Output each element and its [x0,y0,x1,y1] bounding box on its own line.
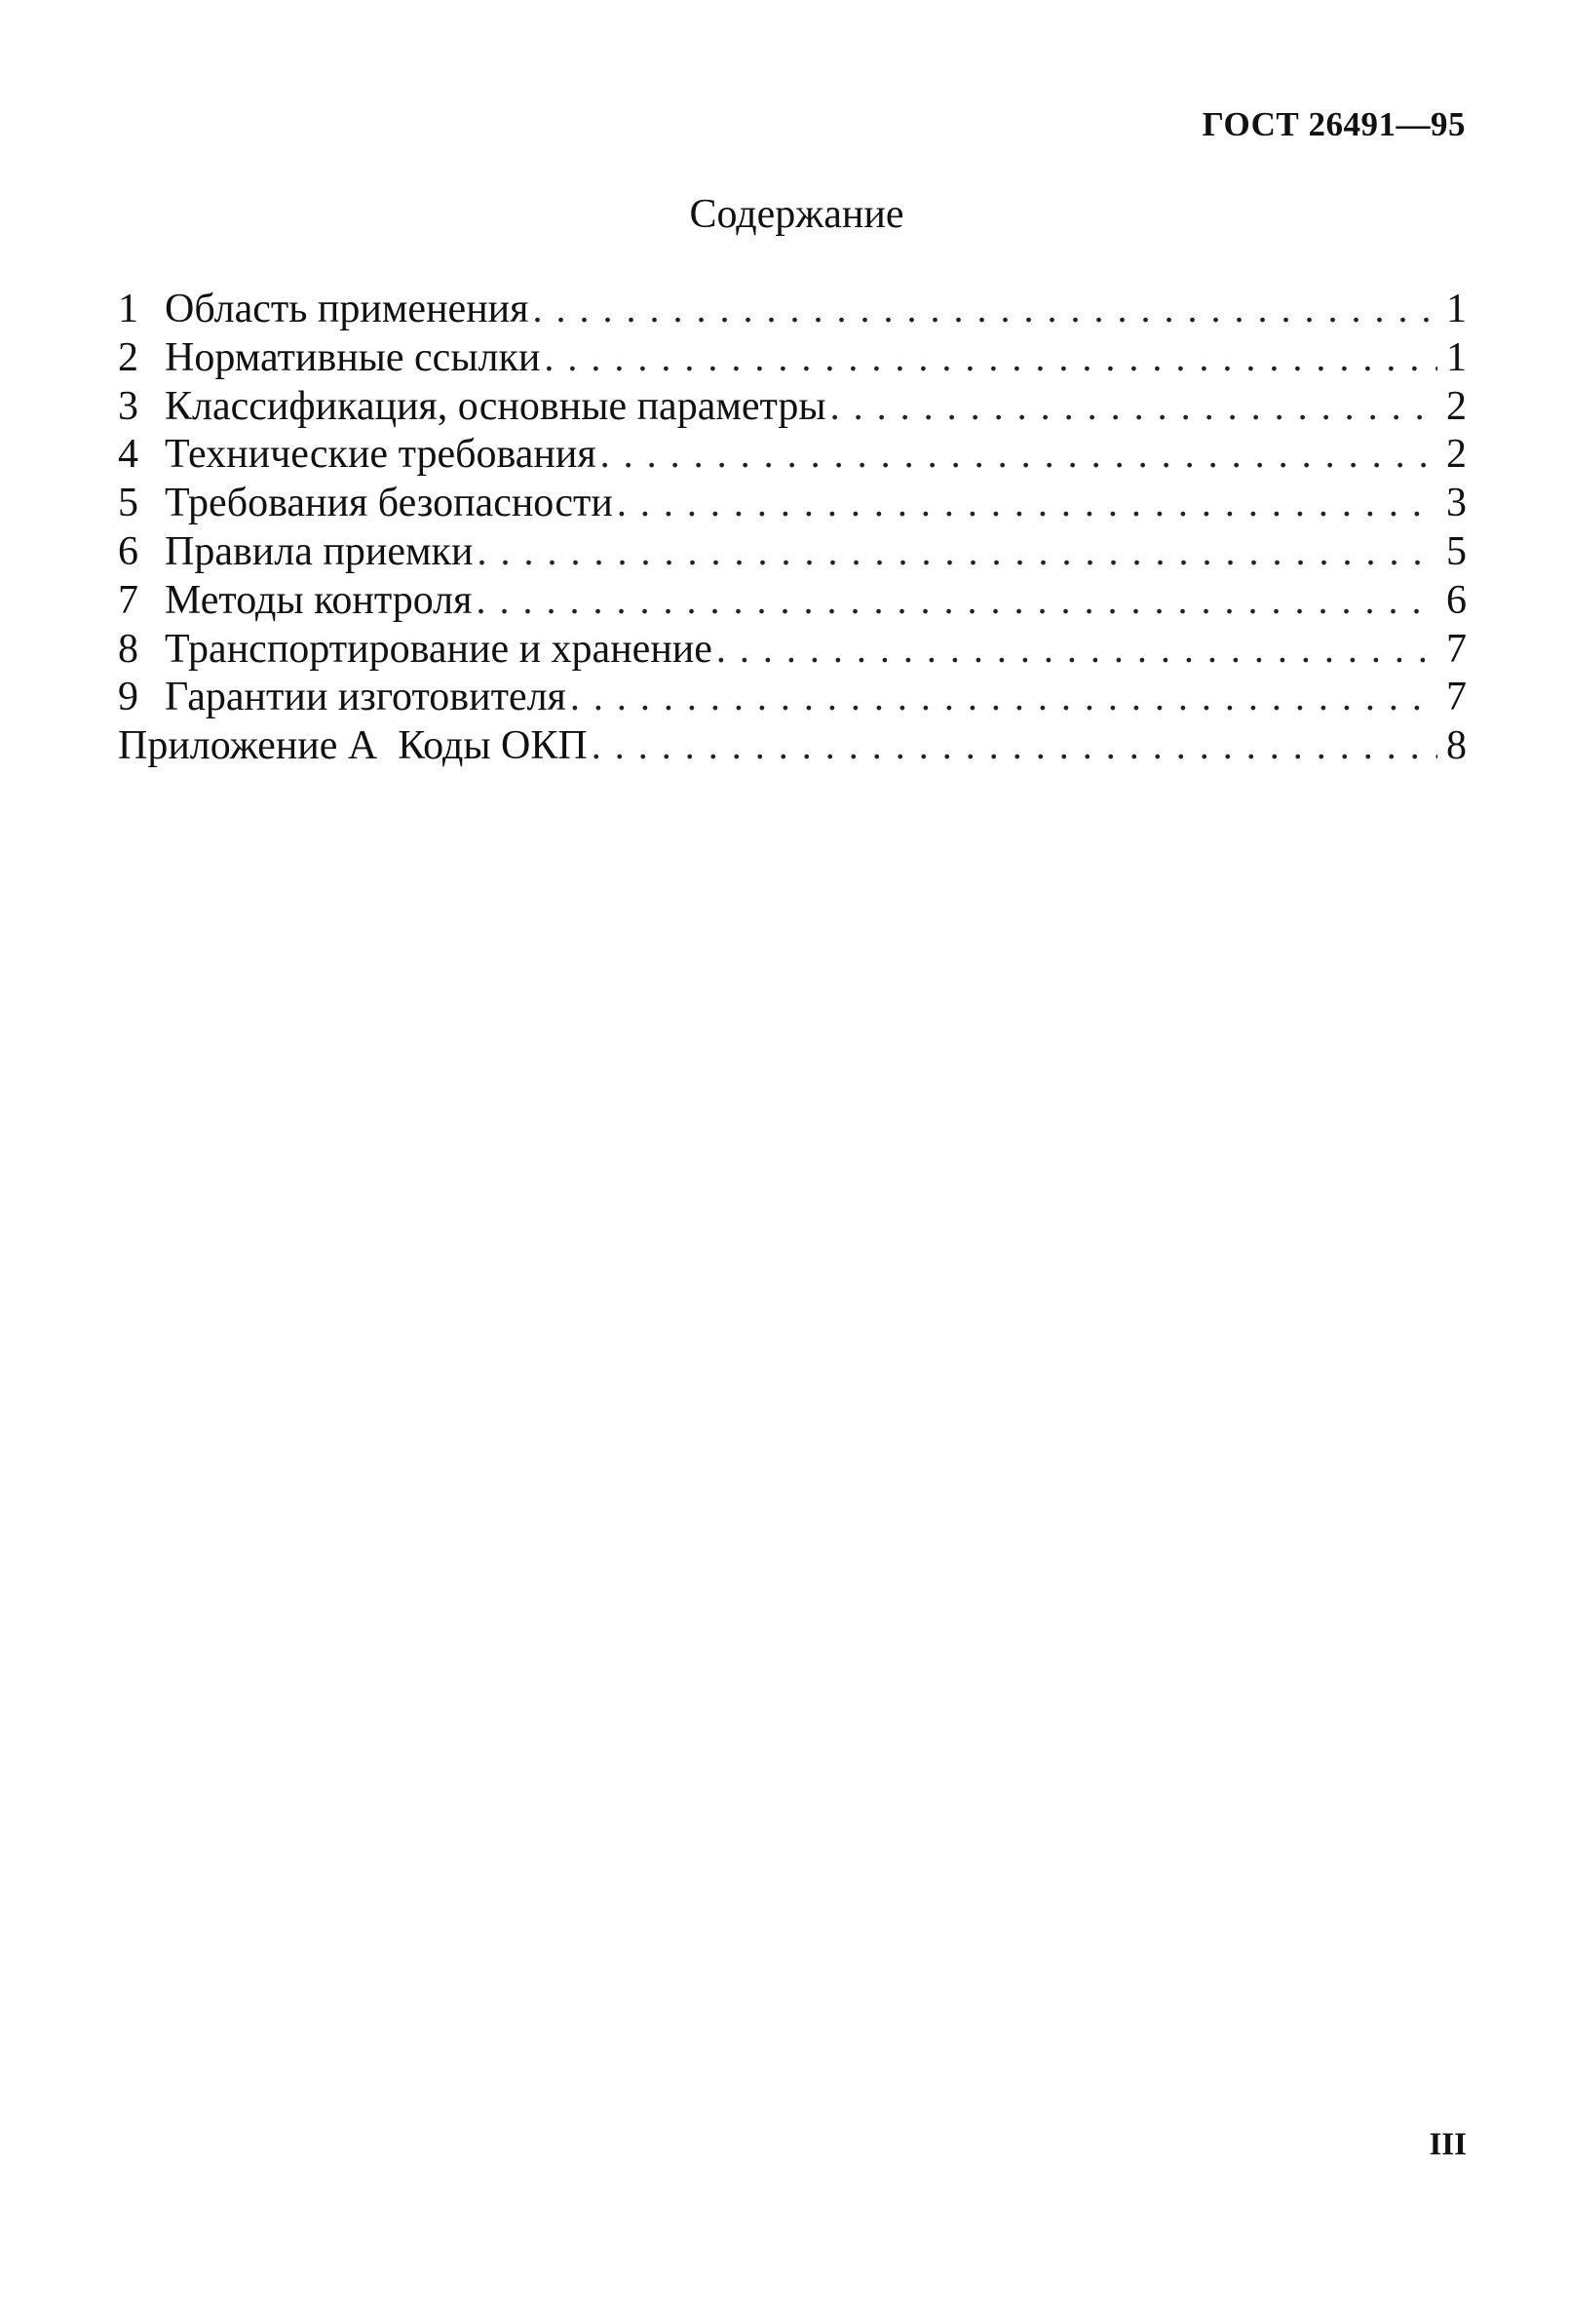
toc-item-number: 1 [118,287,138,331]
toc-item-page: 3 [1446,481,1467,526]
toc-item-number: 9 [118,675,138,720]
toc-item-title: Технические требования [165,432,596,478]
toc-item-title: Правила приемки [165,528,474,574]
toc-leader-dots [592,721,1437,770]
toc-item-page: 7 [1446,626,1467,672]
toc-title: Содержание [689,192,904,237]
toc-item-page: 6 [1446,577,1467,623]
toc-item-page: 1 [1446,287,1467,331]
toc-item-title: Область применения [165,287,529,331]
toc-item[interactable] [118,625,1467,674]
toc-item-appendix[interactable] [118,721,1467,770]
toc-item-number: 5 [118,481,138,526]
toc-leader-dots [600,430,1437,479]
toc-leader-dots [570,673,1437,721]
toc-item-number: 6 [118,528,138,574]
toc-leader-dots [617,479,1437,527]
toc-leader-dots [544,333,1437,382]
toc-item-page: 8 [1446,723,1467,769]
toc-item[interactable] [118,673,1467,721]
toc-item-title: Приложение А Коды ОКП [118,723,588,769]
toc-item-page: 7 [1446,675,1467,720]
toc-leader-dots [532,285,1437,333]
toc-item-title: Методы контроля [165,577,473,623]
table-of-contents [118,285,1467,770]
toc-item-page: 2 [1446,432,1467,478]
toc-item-number: 3 [118,383,138,429]
toc-item-title: Транспортирование и хранение [165,626,712,672]
toc-leader-dots [716,625,1437,674]
toc-item-number: 4 [118,432,138,478]
toc-item-number: 7 [118,577,138,623]
toc-item[interactable] [118,576,1467,625]
toc-leader-dots [830,382,1437,431]
toc-item[interactable] [118,430,1467,479]
toc-item[interactable] [118,382,1467,431]
toc-item-number: 8 [118,626,138,672]
toc-item-title: Классификация, основные параметры [165,383,826,429]
toc-item-number: 2 [118,334,138,380]
page-number: III [1429,2127,1467,2162]
toc-item[interactable] [118,527,1467,576]
toc-item-title: Гарантии изготовителя [165,675,566,720]
toc-leader-dots [476,576,1437,625]
toc-leader-dots [477,527,1437,576]
toc-item-page: 5 [1446,528,1467,574]
toc-item-page: 1 [1446,334,1467,380]
toc-item-page: 2 [1446,383,1467,429]
toc-item-title: Нормативные ссылки [165,334,541,380]
toc-item[interactable] [118,285,1467,333]
toc-item-title: Требования безопасности [165,481,613,526]
document-code: ГОСТ 26491—95 [1202,105,1466,143]
toc-item[interactable] [118,479,1467,527]
toc-item[interactable] [118,333,1467,382]
